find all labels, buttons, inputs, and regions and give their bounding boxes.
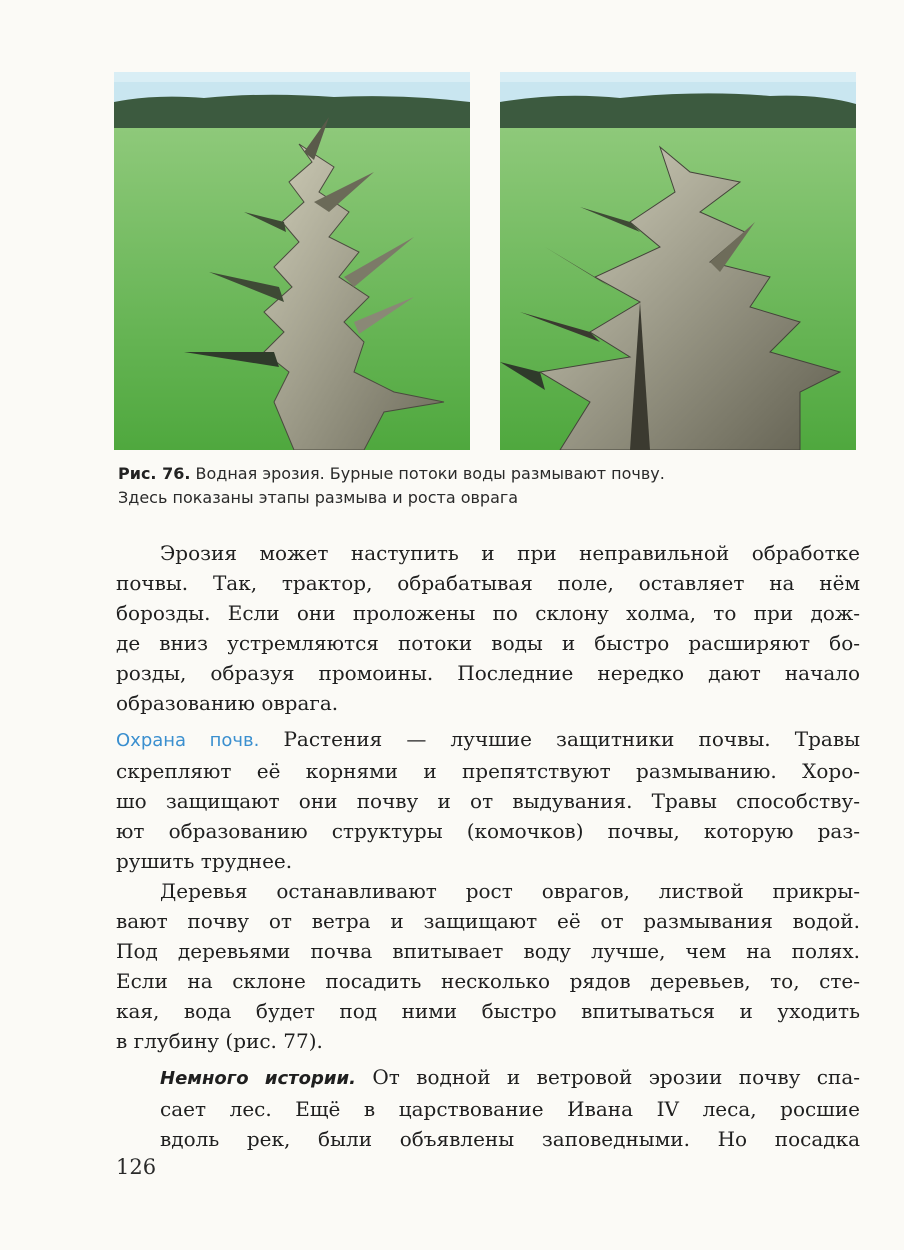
paragraph-trees <box>116 876 860 1056</box>
ravine-stage-late-image <box>500 72 856 450</box>
text-line: почвы. Так, трактор, обрабатывая поле, оставляет на нём <box>116 571 860 595</box>
text-line: ют образованию структуры (комочков) почвы, которую раз- <box>116 819 860 843</box>
text-line <box>116 724 860 756</box>
text-line: Под деревьями почва впитывает воду лучше, чем на полях. <box>116 939 860 963</box>
body-text <box>116 538 860 1154</box>
paragraph-history <box>116 1062 860 1154</box>
section-heading: Немного истории. <box>160 1068 356 1089</box>
text-line: сает лес. Ещё в царствование Ивана IV леса, росшие <box>160 1097 860 1121</box>
ravine-stage-early-image <box>114 72 470 450</box>
text-line: вдоль рек, были объявлены заповедными. Но посадка <box>160 1127 860 1151</box>
text-line: борозды. Если они проложены по склону холма, то при дож- <box>116 601 860 625</box>
text-fragment: Растения — лучшие защитники почвы. Травы <box>259 727 861 751</box>
text-line: Деревья останавливают рост оврагов, листвой прикры- <box>160 879 860 903</box>
page-number: 126 <box>116 1155 157 1179</box>
caption-line-2: Здесь показаны этапы размыва и роста оврага <box>118 488 519 507</box>
text-line: розды, образуя промоины. Последние нередко дают начало <box>116 661 860 685</box>
text-line: вают почву от ветра и защищают её от размывания водой. <box>116 909 860 933</box>
text-line: рушить труднее. <box>116 849 293 873</box>
section-heading: Охрана почв. <box>116 730 260 751</box>
caption-label: Рис. 76. <box>118 464 191 483</box>
text-fragment: От водной и ветровой эрозии почву спа- <box>355 1065 860 1089</box>
paragraph-erosion <box>116 538 860 718</box>
text-line: в глубину (рис. 77). <box>116 1029 323 1053</box>
text-line: образованию оврага. <box>116 691 339 715</box>
text-line: кая, вода будет под ними быстро впитываться и уходить <box>116 999 860 1023</box>
text-line: шо защищают они почву и от выдувания. Травы способству- <box>116 789 860 813</box>
figure-caption <box>118 462 818 510</box>
text-line: Если на склоне посадить несколько рядов деревьев, то, сте- <box>116 969 860 993</box>
text-line: де вниз устремляются потоки воды и быстро расширяют бо- <box>116 631 860 655</box>
text-line: скрепляют её корнями и препятствуют размыванию. Хоро- <box>116 759 860 783</box>
paragraph-soil-protection <box>116 724 860 876</box>
caption-line-1: Водная эрозия. Бурные потоки воды размывают почву. <box>190 464 665 483</box>
text-line: Эрозия может наступить и при неправильной обработке <box>160 541 860 565</box>
figure-76 <box>114 72 856 450</box>
text-line <box>116 1062 860 1094</box>
